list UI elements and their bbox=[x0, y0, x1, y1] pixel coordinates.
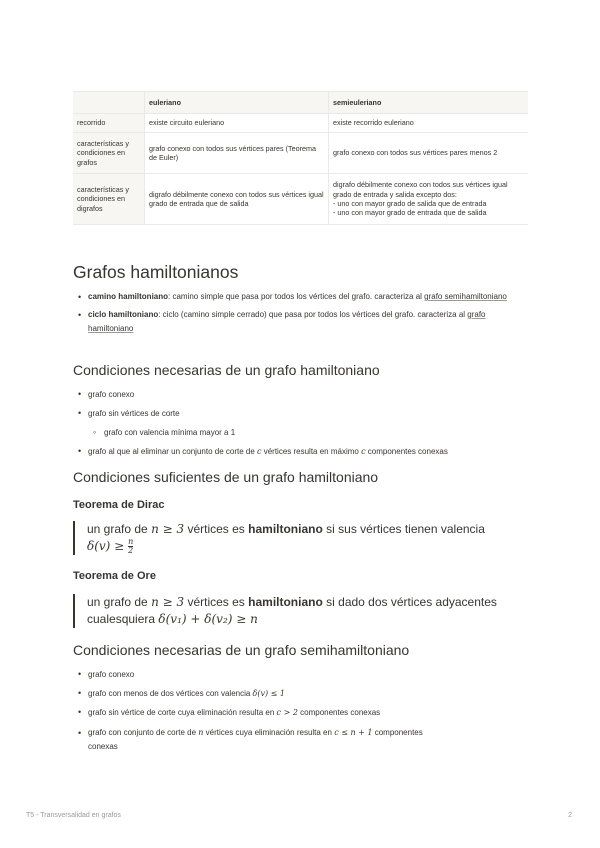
definition-text: : camino simple que pasa por todos los vértices del grafo. caracteriza al bbox=[168, 292, 425, 301]
euler-comparison-table bbox=[73, 91, 528, 225]
definition-text: : ciclo (camino simple cerrado) que pasa por todos los vértices del grafo. caracteriza al bbox=[158, 310, 468, 319]
list-item bbox=[73, 684, 528, 703]
fraction-num: n bbox=[128, 537, 134, 547]
heading-ore: Teorema de Ore bbox=[73, 570, 156, 582]
table-row bbox=[73, 114, 528, 133]
table-header-cell bbox=[73, 92, 145, 114]
fraction-den: 2 bbox=[128, 546, 134, 556]
math: c > 2 bbox=[276, 708, 298, 717]
text: conexas bbox=[88, 742, 118, 751]
text: componentes conexas bbox=[297, 708, 381, 717]
math-var: n bbox=[198, 728, 204, 737]
text: componentes bbox=[372, 728, 423, 737]
math: δ(v) ≤ 1 bbox=[252, 689, 286, 698]
table-cell: grafo conexo con todos sus vértices pares (Teorema de Euler) bbox=[145, 133, 329, 174]
text: si dado dos vértices adyacentes bbox=[322, 595, 497, 609]
text: grafo al que al eliminar un conjunto de corte de bbox=[88, 447, 257, 456]
table-cell: características y condiciones en grafos bbox=[73, 133, 145, 174]
text: vértices cuya eliminación resulta en bbox=[203, 728, 335, 737]
math: n ≥ 3 bbox=[151, 595, 185, 609]
math: δ(v) ≥ bbox=[87, 539, 129, 553]
link-grafo-semihamiltoniano[interactable]: grafo semihamiltoniano bbox=[424, 292, 507, 301]
list-subitem: ◦ grafo con valencia mínima mayor a 1 bbox=[73, 423, 528, 442]
dirac-quote bbox=[73, 521, 485, 555]
text: vértices es bbox=[184, 522, 249, 536]
table-cell-line: - uno con mayor grado de entrada que de salida bbox=[333, 208, 487, 218]
table-cell: existe recorrido euleriano bbox=[329, 114, 529, 133]
table-cell: existe circuito euleriano bbox=[145, 114, 329, 133]
table-cell: digrafo débilmente conexo con todos sus vértices igual grado de entrada que de salida bbox=[145, 174, 329, 225]
text: si sus vértices tienen valencia bbox=[322, 522, 485, 536]
math: δ(v₁) + δ(v₂) ≥ n bbox=[158, 612, 258, 626]
fraction bbox=[128, 538, 133, 555]
list-item: • grafo conexo bbox=[73, 665, 528, 684]
list-item: • grafo sin vértices de corte bbox=[73, 404, 528, 423]
text: componentes conexas bbox=[365, 447, 448, 456]
text: grafo con conjunto de corte de bbox=[88, 728, 199, 737]
text: grafo sin vértice de corte cuya eliminación resulta en bbox=[88, 708, 277, 717]
heading-sufficient: Condiciones suficientes de un grafo hamiltoniano bbox=[73, 469, 379, 485]
text: un grafo de bbox=[87, 522, 152, 536]
heading-necessary: Condiciones necesarias de un grafo hamiltoniano bbox=[73, 362, 380, 378]
table-header-row bbox=[73, 92, 528, 114]
table-cell-line: - uno con mayor grado de salida que de entrada bbox=[333, 199, 487, 208]
table-cell-line: digrafo débilmente conexo con todos sus vértices igual grado de entrada y salida excepto dos: bbox=[333, 180, 508, 199]
term: ciclo hamiltoniano bbox=[88, 310, 159, 319]
page-number: 2 bbox=[568, 812, 572, 819]
text: vértices resulta en máximo bbox=[261, 447, 362, 456]
list-item bbox=[73, 290, 528, 304]
necessary-list bbox=[73, 385, 528, 461]
text: un grafo de bbox=[87, 595, 152, 609]
math: n ≥ 3 bbox=[151, 522, 185, 536]
list-item: • grafo conexo bbox=[73, 385, 528, 404]
math-var: c bbox=[361, 447, 366, 456]
table-cell bbox=[329, 174, 529, 225]
text: grafo con menos de dos vértices con valencia bbox=[88, 689, 253, 698]
text: cualesquiera bbox=[87, 612, 159, 626]
heading-semi: Condiciones necesarias de un grafo semihamiltoniano bbox=[73, 642, 410, 658]
text: vértices es bbox=[184, 595, 249, 609]
footer-title: T5 - Transversalidad en grafos bbox=[26, 812, 121, 819]
list-item bbox=[73, 308, 528, 336]
math: c ≤ n + 1 bbox=[334, 728, 373, 737]
section-title: Grafos hamiltonianos bbox=[73, 262, 239, 282]
table-header-cell: semieuleriano bbox=[329, 92, 529, 114]
table-cell: características y condiciones en digrafos bbox=[73, 174, 145, 225]
bold-term: hamiltoniano bbox=[248, 522, 323, 536]
list-item bbox=[73, 442, 528, 461]
table-cell: grafo conexo con todos sus vértices pares menos 2 bbox=[329, 133, 529, 174]
table-cell: recorrido bbox=[73, 114, 145, 133]
math-var: c bbox=[257, 447, 262, 456]
hamiltonian-definitions-list bbox=[73, 290, 528, 336]
heading-dirac: Teorema de Dirac bbox=[73, 499, 165, 511]
ore-quote bbox=[73, 594, 497, 628]
term: camino hamiltoniano bbox=[88, 292, 169, 301]
link-grafo-hamiltoniano[interactable]: grafo hamiltoniano bbox=[88, 310, 486, 333]
table-header-cell: euleriano bbox=[145, 92, 329, 114]
list-item bbox=[73, 703, 528, 722]
list-item bbox=[73, 726, 528, 754]
table-row bbox=[73, 174, 528, 225]
semi-list bbox=[73, 665, 528, 754]
table-row bbox=[73, 133, 528, 174]
bold-term: hamiltoniano bbox=[248, 595, 323, 609]
